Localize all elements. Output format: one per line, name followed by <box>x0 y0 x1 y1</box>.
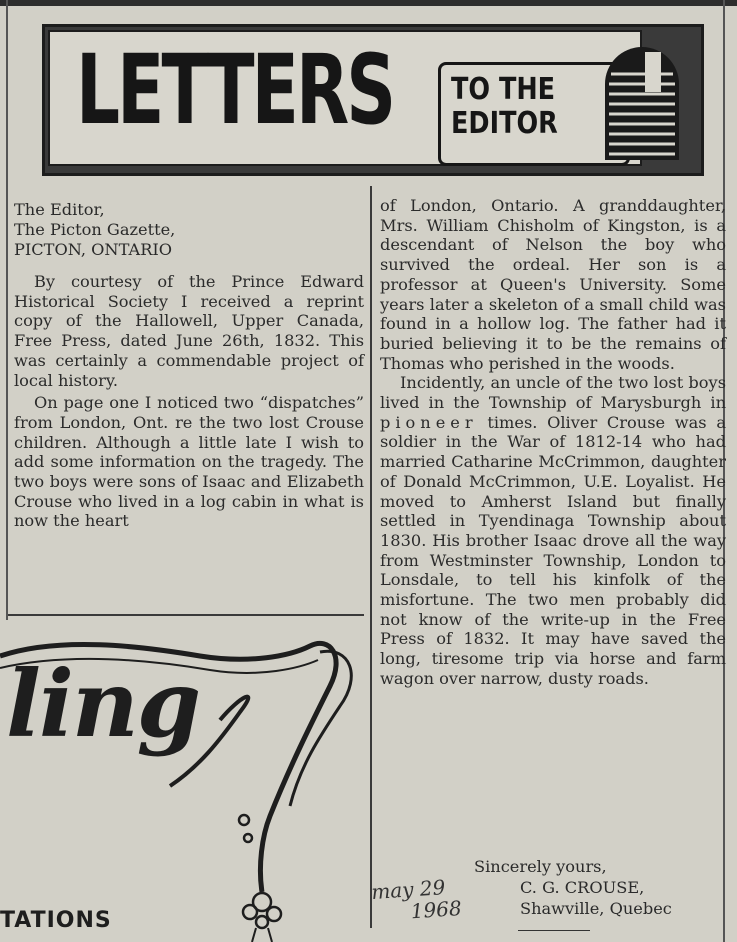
masthead-title: LETTERS <box>76 34 394 146</box>
paragraph-3-start: Incidently, an uncle of the two lost boys lived in the Township of Marysburgh in <box>380 373 726 413</box>
subtitle-line-2: EDITOR <box>451 106 558 141</box>
masthead-panel <box>48 30 642 166</box>
advert-script-text: ling <box>6 650 200 758</box>
mailbox-icon <box>597 44 687 160</box>
paragraph-2-continued: of London, Ontario. A granddaughter, Mrs. William Chisholm of Kingston, is a descendant of Nelson the boy who survived the ordeal. Her son is a professor at Queen's University. Some years later a skeleton of a small child was found in a hollow log. The father had it buried believing it to be the remains of Thomas who perished in the woods. <box>380 196 726 373</box>
pioneer-word: pioneer <box>380 412 478 432</box>
handwritten-date-line-1: may 29 <box>370 874 446 905</box>
address-block <box>14 200 175 260</box>
top-border <box>0 0 737 6</box>
signer-place: Shawville, Quebec <box>520 899 672 918</box>
advert-caps-text: TATIONS <box>0 908 112 933</box>
letter-right-column <box>380 196 726 689</box>
signature-block <box>520 877 672 919</box>
address-line-3: PICTON, ONTARIO <box>14 240 173 259</box>
handwritten-date-line-2: 1968 <box>409 895 463 924</box>
paragraph-3-rest: times. Oliver Crouse was a soldier in the War of 1812-14 who had married Catharine McCrimmon, daughter of Donald McCrimmon, U.E. Loyalist. He moved to Amherst Island but finally settled in Tyendinaga Township about 1830. His brother Isaac drove all the way from Westminster Township, London to Lonsdale, to tell his kinfolk of the misfortune. The two men probably did not know of the write-up in the Free Press of 1832. It may have saved the long, tiresome trip via horse and farm wagon over narrow, dusty roads. <box>380 412 726 688</box>
letters-masthead <box>42 24 702 174</box>
signature-underline <box>518 930 590 931</box>
paragraph-3 <box>380 373 726 688</box>
column-divider <box>370 186 372 928</box>
subtitle-line-1: TO THE <box>451 72 556 107</box>
left-border <box>6 0 8 620</box>
address-line-1: The Editor, <box>14 200 105 219</box>
closing: Sincerely yours, <box>474 857 607 876</box>
paragraph-1: By courtesy of the Prince Edward Historical Society I received a reprint copy of the Hallowell, Upper Canada, Free Press, dated June 26th, 1832. This was certainly a commendable project of local history. <box>14 272 364 390</box>
handwritten-date <box>371 875 463 925</box>
letter-left-column <box>14 272 364 531</box>
paragraph-2: On page one I noticed two “dispatches” from London, Ont. re the two lost Crouse children. Although a little late I wish to add some information on the tragedy. The two boys were sons of Isaac and Elizabeth Crouse who lived in a log cabin in what is now the heart <box>14 393 364 531</box>
signer-name: C. G. CROUSE, <box>520 878 645 897</box>
masthead-subtitle <box>451 73 558 141</box>
address-line-2: The Picton Gazette, <box>14 220 176 239</box>
